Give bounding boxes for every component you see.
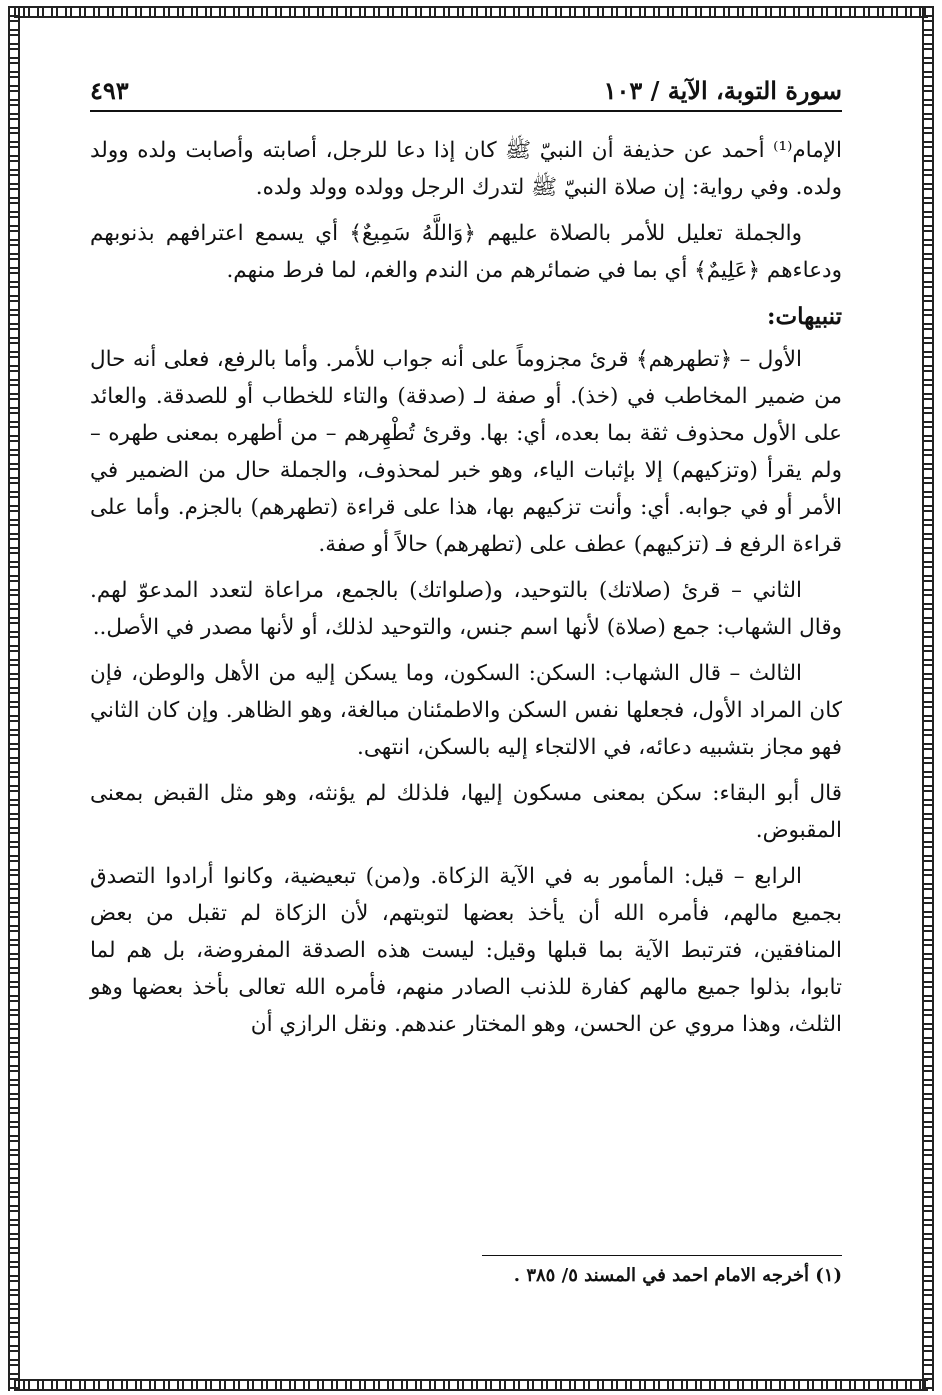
- page-body: [90, 132, 842, 1043]
- footnote: (١) أخرجه الامام احمد في المسند ٥/ ٣٨٥ .: [513, 1265, 842, 1286]
- border-bottom: [14, 1379, 928, 1391]
- page-number: ٤٩٣: [90, 76, 129, 105]
- paragraph: والجملة تعليل للأمر بالصلاة عليهم ﴿وَاللَّهُ سَمِيعٌ﴾ أي يسمع اعترافهم بذنوبهم ودعاءهم ﴿عَلِيمٌ﴾ أي بما في ضمائرهم من الندم والغم، لما فرط منهم.: [90, 221, 842, 283]
- section-heading: تنبيهات:: [767, 303, 842, 330]
- running-title: سورة التوبة، الآية / ١٠٣: [603, 76, 842, 105]
- border-left: [8, 6, 20, 1391]
- note-paragraph: الرابع – قيل: المأمور به في الآية الزكاة. و(من) تبعيضية، وكانوا أرادوا التصدق بجميع مالهم، فأمره الله أن يأخذ بعضها لتوبتهم، لأن الزكاة لم تقبل من بعض المنافقين، فترتبط الآية بما قبلها وقيل: ليست هذه الصدقة المفروضة، بل هم لما تابوا، بذلوا جميع مالهم كفارة للذنب الصادر منهم، فأمره الله تعالى بأخذ بعضها وهو الثلث، وهذا مروي عن الحسن، وهو المختار عندهم. ونقل الرازي أن: [90, 864, 842, 1037]
- page-header: [90, 60, 842, 112]
- footnote-divider: [482, 1255, 842, 1256]
- note-paragraph: الثالث – قال الشهاب: السكن: السكون، وما يسكن إليه من الأهل والوطن، فإن كان المراد الأول، فجعلها نفس السكن والاطمئنان مبالغة، وهو الظاهر. وإن كان الثاني فهو مجاز بتشبيه دعائه، في الالتجاء إليه بالسكن، انتهى.: [90, 661, 842, 760]
- note-paragraph: قال أبو البقاء: سكن بمعنى مسكون إليها، فلذلك لم يؤنثه، وهو مثل القبض بمعنى المقبوض.: [90, 781, 842, 843]
- page: [90, 60, 842, 1335]
- note-paragraph: الثاني – قرئ (صلاتك) بالتوحيد، و(صلواتك) بالجمع، مراعاة لتعدد المدعوّ لهم. وقال الشهاب: جمع (صلاة) لأنها اسم جنس، والتوحيد لذلك، أو لأنها مصدر في الأصل..: [90, 578, 842, 640]
- border-right: [922, 6, 934, 1391]
- paragraph: الإمام⁽¹⁾ أحمد عن حذيفة أن النبيّ ﷺ كان إذا دعا للرجل، أصابته وأصابت ولده وولد ولده. وفي رواية: إن صلاة النبيّ ﷺ لتدرك الرجل وولده وولد ولده.: [90, 138, 842, 200]
- border-top: [14, 6, 928, 18]
- note-paragraph: الأول – ﴿تطهرهم﴾ قرئ مجزوماً على أنه جواب للأمر. وأما بالرفع، فعلى أنه حال من ضمير المخاطب في (خذ). أو صفة لـ (صدقة) والتاء للخطاب أو للصدقة. والعائد على الأول محذوف ثقة بما بعده، أي: بها. وقرئ تُطْهِرهم – من أطهره بمعنى طهره – ولم يقرأ (وتزكيهم) إلا بإثبات الياء، وهو خبر لمحذوف، والجملة حال من الضمير في الأمر أو في جوابه. أي: وأنت تزكيهم بها، هذا على قراءة (تطهرهم) بالجزم. وأما على قراءة الرفع فـ (تزكيهم) عطف على (تطهرهم) حالاً أو صفة.: [90, 347, 842, 557]
